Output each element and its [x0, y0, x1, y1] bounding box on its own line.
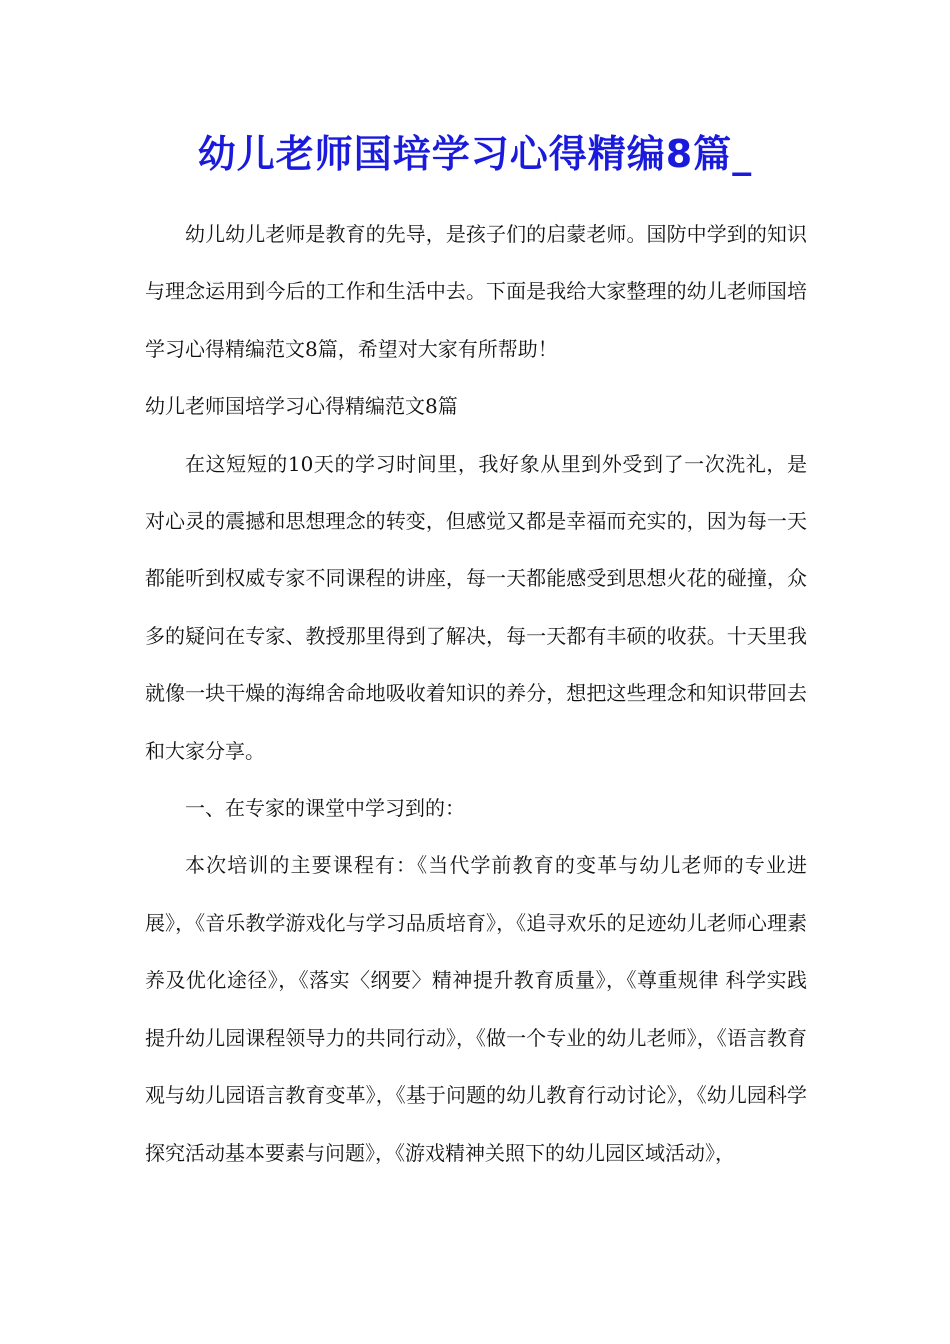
subsection-heading: 一、在专家的课堂中学习到的： [185, 796, 465, 821]
intro-paragraph: 幼儿幼儿老师是教育的先导，是孩子们的启蒙老师。国防中学到的知识与理念运用到今后的工作和生活中去。下面是我给大家整理的幼儿老师国培学习心得精编范文8篇，希望对大家有所帮助！ [145, 222, 807, 361]
body-paragraph: 在这短短的10天的学习时间里，我好象从里到外受到了一次洗礼，是对心灵的震撼和思想理念的转变，但感觉又都是幸福而充实的，因为每一天都能听到权威专家不同课程的讲座，每一天都能感受到思想火花的碰撞，众多的疑问在专家、教授那里得到了解决，每一天都有丰硕的收获。十天里我就像一块干燥的海绵舍命地吸收着知识的养分，想把这些理念和知识带回去和大家分享。 [145, 451, 807, 763]
document-body [145, 206, 807, 1182]
document-title: 幼儿老师国培学习心得精编8篇_ [197, 132, 753, 176]
body-paragraph: 本次培训的主要课程有：《当代学前教育的变革与幼儿老师的专业进展》，《音乐教学游戏化与学习品质培育》，《追寻欢乐的足迹幼儿老师心理素养及优化途径》，《落实〈纲要〉精神提升教育质量》，《尊重规律 科学实践提升幼儿园课程领导力的共同行动》，《做一个专业的幼儿老师》，《语言教育观与幼儿园语言教育变革》，《基于问题的幼儿教育行动讨论》，《幼儿园科学探究活动基本要素与问题》，《游戏精神关照下的幼儿园区域活动》， [145, 853, 807, 1165]
section-heading: 幼儿老师国培学习心得精编范文8篇 [145, 394, 458, 419]
